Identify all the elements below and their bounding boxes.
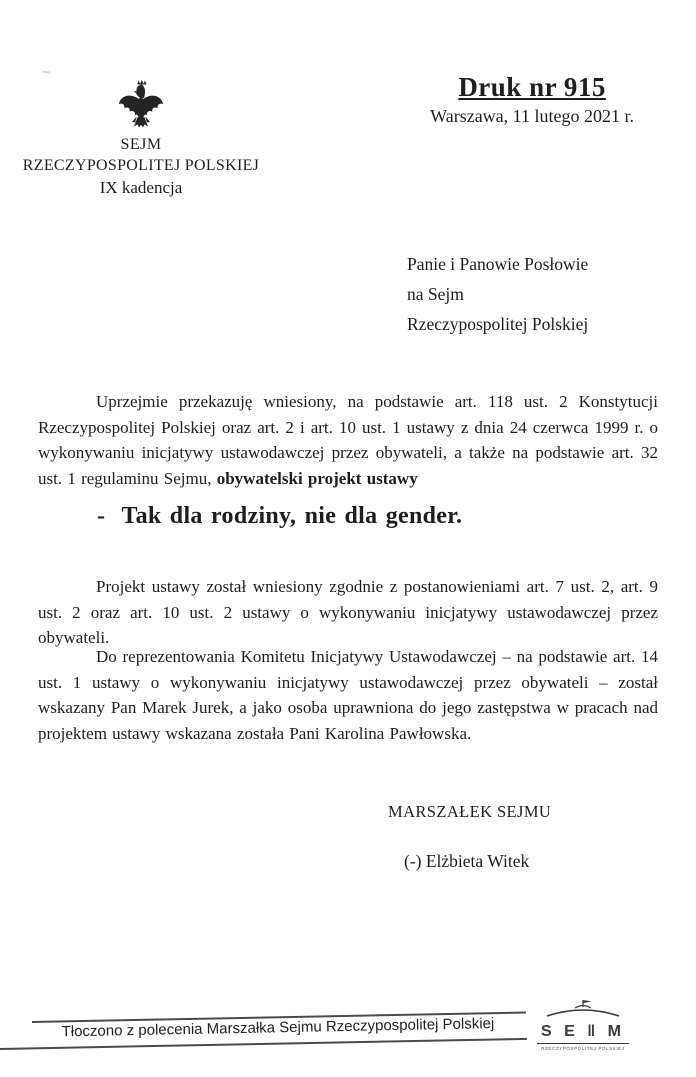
institution-country: RZECZYPOSPOLITEJ POLSKIEJ	[22, 157, 260, 174]
paragraph-compliance: Projekt ustawy został wniesiony zgodnie z postanowieniami art. 7 ust. 2, art. 9 ust. 2 oraz art. 10 ust. 2 ustawy o wykonywaniu inicjatywy ustawodawczej przez obywateli.	[38, 577, 658, 647]
addressee-block	[407, 249, 588, 339]
paragraph-intro-text: Uprzejmie przekazuję wniesiony, na podstawie art. 118 ust. 2 Konstytucji Rzeczypospolitej Polskiej oraz art. 2 i art. 10 ust. 1 ustawy z dnia 24 czerwca 1999 r. o wykonywaniu inicjatywy ustawodawczej przez obywateli, a także na podstawie art. 32 ust. 1 regulaminu Sejmu,	[38, 392, 658, 488]
sender-block	[12, 76, 270, 198]
signature-name: (-) Elżbieta Witek	[404, 851, 530, 871]
paragraph-intro-bold: obywatelski projekt ustawy	[216, 468, 418, 488]
scan-artifact	[42, 70, 50, 73]
addressee-line: na Sejm	[407, 284, 464, 304]
signature-role: MARSZAŁEK SEJMU	[388, 802, 552, 821]
addressee-line: Panie i Panowie Posłowie	[407, 254, 589, 274]
footer-note: Tłoczono z polecenia Marszałka Sejmu Rzeczypospolitej Polskiej	[61, 1015, 495, 1041]
sejm-logo	[537, 998, 629, 1051]
addressee-line: Rzeczypospolitej Polskiej	[407, 314, 589, 334]
sejm-dome-flag-icon	[537, 998, 629, 1018]
doc-header	[430, 72, 634, 127]
doc-number: Druk nr 915	[458, 72, 606, 102]
institution-term: IX kadencja	[99, 178, 183, 197]
institution-name: SEJM	[120, 136, 162, 153]
bill-title: - Tak dla rodziny, nie dla gender.	[97, 503, 463, 529]
sejm-logo-subtext: RZECZYPOSPOLITEJ POLSKIEJ	[541, 1046, 625, 1051]
sejm-logo-letters: S E ‖ M	[537, 1023, 629, 1044]
place-date: Warszawa, 11 lutego 2021 r.	[430, 106, 634, 126]
paragraph-committee: Do reprezentowania Komitetu Inicjatywy Ustawodawczej – na podstawie art. 14 ust. 1 ustawy o wykonywaniu inicjatywy ustawodawczej przez obywateli – został wskazany Pan Marek Jurek, a jako osoba uprawniona do jego zastępstwa w pracach nad projektem ustawy wskazana została Pani Karolina Pawłowska.	[38, 647, 658, 743]
polish-eagle-emblem-icon	[12, 76, 270, 132]
paragraph-intro	[38, 389, 658, 491]
